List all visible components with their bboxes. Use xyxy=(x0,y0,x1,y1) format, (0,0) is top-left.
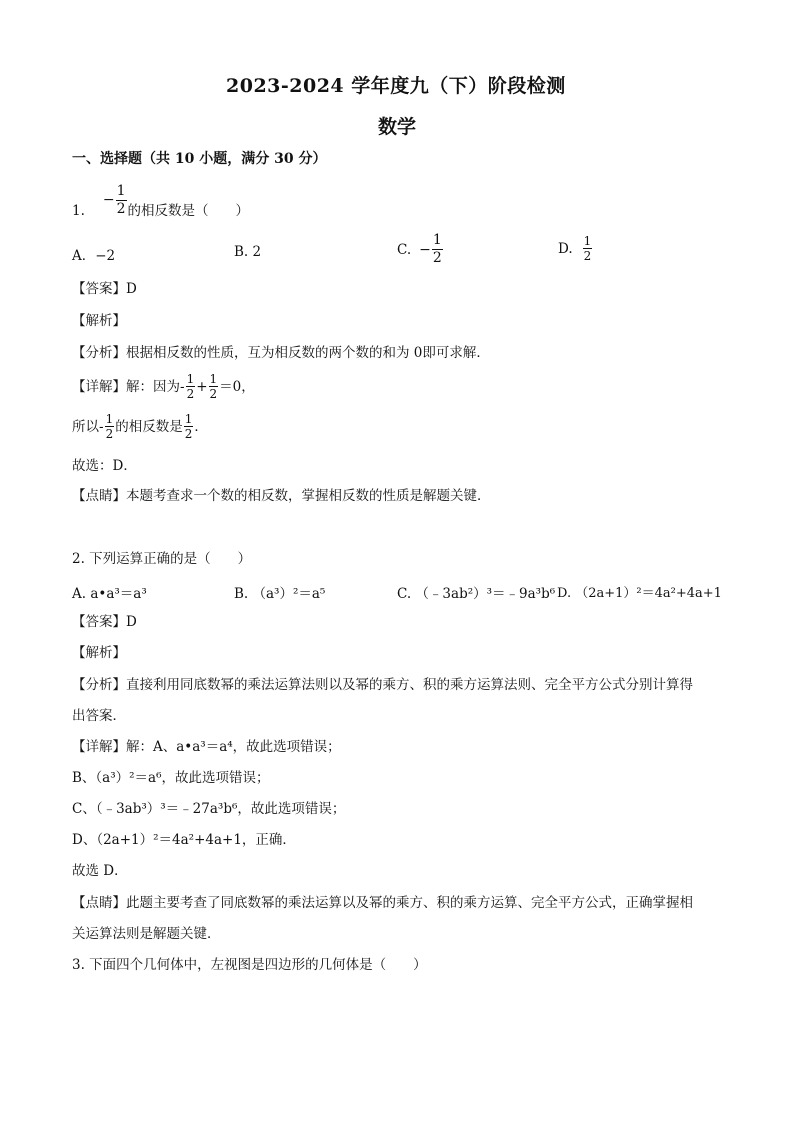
numerator: 1 xyxy=(583,234,592,248)
analysis-label: 【解析】 xyxy=(72,313,126,329)
detail-line-1: 【详解】解：A、a•a³＝a⁴，故此选项错误； xyxy=(72,739,341,755)
option-c-prefix: C. xyxy=(397,241,412,258)
detail-line-2: B、（a³）²＝a⁶，故此选项错误； xyxy=(72,770,270,786)
conclusion-suffix: ． xyxy=(194,418,208,435)
question-2-stem: 2. 下列运算正确的是（ ） xyxy=(72,551,252,567)
stem-fraction xyxy=(103,183,128,218)
detail-line-4: D、（2a+1）²＝4a²+4a+1，正确． xyxy=(72,832,296,848)
fraction xyxy=(105,412,115,441)
numerator: 1 xyxy=(432,232,442,248)
conclusion-prefix: 所以- xyxy=(72,418,104,435)
option-b[interactable]: B. 2 xyxy=(234,244,262,260)
option-c[interactable] xyxy=(397,232,444,267)
numerator: 1 xyxy=(105,412,114,426)
option-d[interactable] xyxy=(558,234,593,263)
minus-sign: − xyxy=(102,192,115,208)
fraction xyxy=(209,372,219,401)
analysis-text: 【分析】根据相反数的性质，互为相反数的两个数的和为 0即可求解． xyxy=(72,345,490,361)
minus-sign: − xyxy=(419,241,431,258)
denominator: 2 xyxy=(209,387,218,401)
question-3-stem: 3. 下面四个几何体中，左视图是四边形的几何体是（ ） xyxy=(72,957,427,973)
option-d-prefix: D. xyxy=(558,240,573,257)
denominator: 2 xyxy=(432,250,442,266)
detail-suffix: ＝0， xyxy=(219,378,255,395)
numerator: 1 xyxy=(184,412,193,426)
comment-line-2: 关运算法则是解题关键． xyxy=(72,926,221,942)
option-a[interactable]: A．−2 xyxy=(72,248,116,264)
question-1-stem xyxy=(72,180,249,220)
analysis-label: 【解析】 xyxy=(72,645,126,661)
option-c[interactable]: C. （﹣3ab²）³＝﹣9a³b⁶ xyxy=(397,586,556,602)
denominator: 2 xyxy=(105,427,114,441)
option-a[interactable]: A. a•a³＝a³ xyxy=(72,586,147,602)
analysis-text-line-2: 出答案． xyxy=(72,708,126,724)
stem-suffix: 的相反数是（ ） xyxy=(127,203,250,219)
numerator: 1 xyxy=(116,182,126,199)
denominator: 2 xyxy=(186,387,195,401)
fraction xyxy=(184,412,194,441)
detail-line xyxy=(72,372,255,401)
fraction xyxy=(186,372,196,401)
numerator: 1 xyxy=(186,372,195,386)
detail-prefix: 【详解】解：因为- xyxy=(72,378,185,395)
numerator: 1 xyxy=(209,372,218,386)
detail-line-3: C、（﹣3ab³）³＝﹣27a³b⁶，故此选项错误； xyxy=(72,801,346,817)
option-b[interactable]: B. （a³）²＝a⁵ xyxy=(234,586,326,602)
question-number: 1. xyxy=(72,203,85,219)
comment-line-1: 【点睛】此题主要考查了同底数幂的乘法运算以及幂的乘方、积的乘方运算、完全平方公式，正确掌握相 xyxy=(72,895,693,911)
fraction xyxy=(432,232,443,267)
choose-line: 故选：D． xyxy=(72,458,137,474)
answer: 【答案】D xyxy=(72,281,137,297)
fraction xyxy=(583,234,593,263)
fraction xyxy=(116,183,127,218)
answer: 【答案】D xyxy=(72,614,137,630)
choose-line: 故选 D． xyxy=(72,863,128,879)
denominator: 2 xyxy=(116,200,126,217)
plus-sign: + xyxy=(196,378,208,395)
section-heading: 一、选择题（共 10 小题，满分 30 分） xyxy=(72,151,327,167)
subject-title: 数学 xyxy=(378,116,417,138)
denominator: 2 xyxy=(583,249,592,263)
page-title: 2023-2024 学年度九（下）阶段检测 xyxy=(226,75,566,97)
conclusion-mid: 的相反数是 xyxy=(115,418,183,435)
denominator: 2 xyxy=(184,427,193,441)
analysis-text-line-1: 【分析】直接利用同底数幂的乘法运算法则以及幂的乘方、积的乘方运算法则、完全平方公式分别计算得 xyxy=(72,677,693,693)
option-d[interactable]: D. （2a+1）²＝4a²+4a+1 xyxy=(557,586,722,601)
conclusion-line xyxy=(72,412,208,441)
comment-line: 【点睛】本题考查求一个数的相反数，掌握相反数的性质是解题关键． xyxy=(72,488,491,504)
